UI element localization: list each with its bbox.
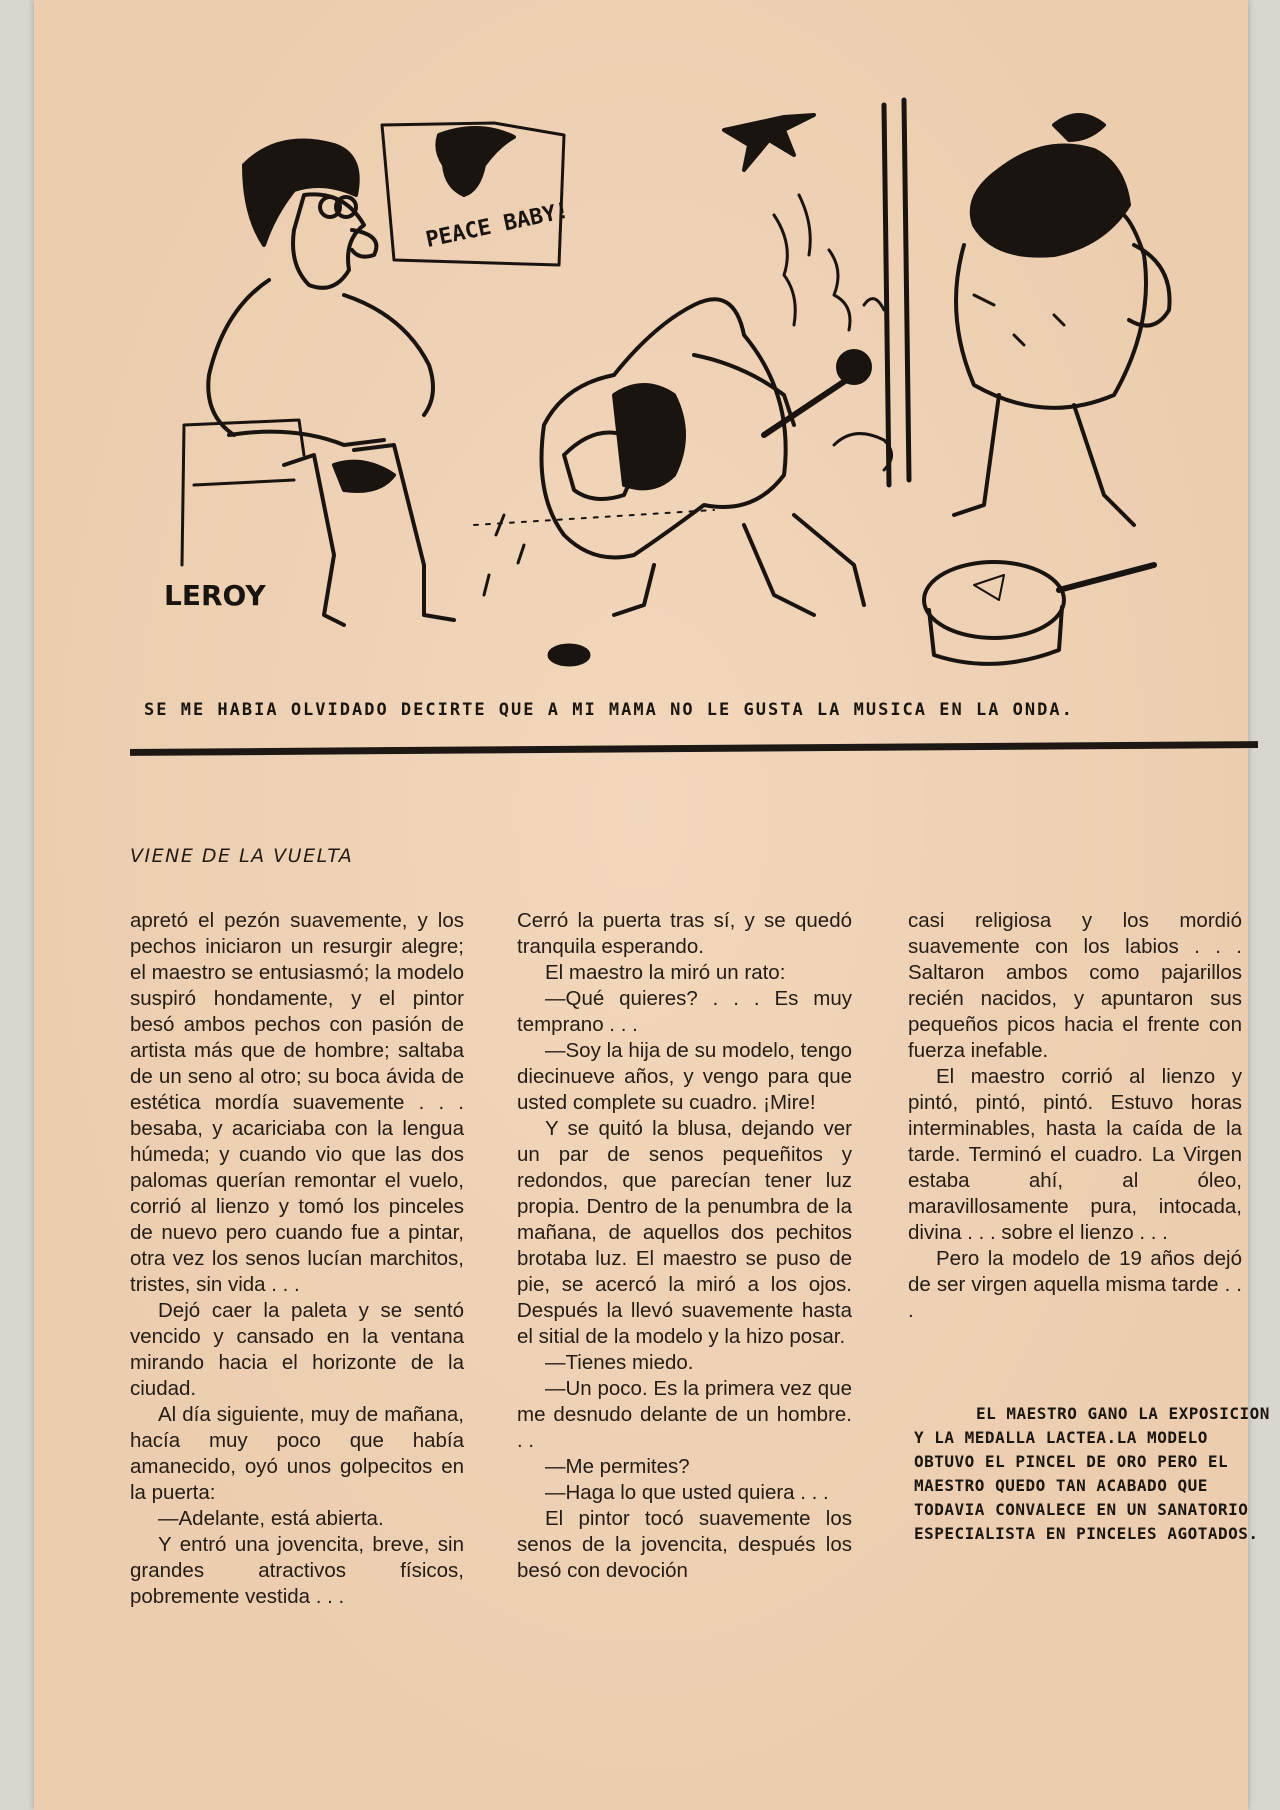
article-column-3	[908, 908, 1242, 1324]
cartoon-illustration	[94, 95, 1244, 675]
closing-note	[914, 1402, 1274, 1546]
paragraph: —Un poco. Es la primera vez que me desnudo delante de un hombre. . .	[517, 1377, 852, 1452]
paragraph: —Soy la hija de su modelo, tengo diecinueve años, y vengo para que usted complete su cuadro. ¡Mire!	[517, 1039, 852, 1114]
article-column-1	[130, 908, 464, 1610]
paragraph: Pero la modelo de 19 años dejó de ser virgen aquella misma tarde . . .	[908, 1247, 1242, 1322]
cartoon-caption: SE ME HABIA OLVIDADO DECIRTE QUE A MI MAMA NO LE GUSTA LA MUSICA EN LA ONDA.	[144, 700, 1074, 720]
paragraph: —Tienes miedo.	[545, 1351, 694, 1374]
seated-man	[182, 141, 454, 626]
banjo-icon	[924, 562, 1154, 664]
paragraph: casi religiosa y los mordió suavemente con los labios . . . Saltaron ambos como pajarillos recién nacidos, y apuntaron sus pequeños picos hacia el frente con fuerza inefable.	[908, 909, 1242, 1062]
cartoon-drawing	[94, 95, 1244, 675]
paragraph: El maestro corrió al lienzo y pintó, pintó, pintó. Estuvo horas interminables, hasta la caída de la tarde. Terminó el cuadro. La Virgen estaba ahí, al óleo, maravillosamente pura, intocada, divina . . . sobre el lienzo . . .	[908, 1065, 1242, 1244]
paragraph: —Haga lo que usted quiera . . .	[545, 1481, 829, 1504]
article-column-2	[517, 908, 852, 1584]
paragraph: —Qué quieres? . . . Es muy temprano . . .	[517, 987, 852, 1036]
paragraph: Y entró una jovencita, breve, sin grandes atractivos físicos, pobremente vestida . . .	[130, 1533, 464, 1608]
crouching-man	[542, 299, 871, 615]
paragraph: Y se quitó la blusa, dejando ver un par de senos pequeñitos y redondos, que parecían tener luz propia. Dentro de la penumbra de la mañana, de aquellos dos pechitos brotaba luz. El maestro se puso de pie, se acercó la miró a los ojos. Después la llevó suavemente hasta el sitial de la modelo y la hizo posar.	[517, 1117, 852, 1348]
section-divider	[130, 741, 1258, 756]
magazine-page	[34, 0, 1270, 1810]
continued-from-label: VIENE DE LA VUELTA	[130, 845, 354, 867]
paragraph: Al día siguiente, muy de mañana, hacía muy poco que había amanecido, oyó unos golpecitos en la puerta:	[130, 1403, 464, 1504]
peace-poster	[382, 123, 571, 265]
paragraph: El maestro la miró un rato:	[545, 961, 786, 984]
paragraph: —Adelante, está abierta.	[158, 1507, 384, 1530]
closing-note-text: EL MAESTRO GANO LA EXPOSICION Y LA MEDALLA LACTEA.LA MODELO OBTUVO EL PINCEL DE ORO PERO EL MAESTRO QUEDO TAN ACABADO QUE TODAVIA CONVALECE EN UN SANATORIO ESPECIALISTA EN PINCELES AGOTADOS.	[914, 1404, 1270, 1543]
artist-signature: LEROY	[164, 579, 266, 612]
paragraph: Cerró la puerta tras sí, y se quedó tranquila esperando.	[517, 909, 852, 958]
poster-text: PEACE BABY!	[423, 198, 572, 254]
paragraph: —Me permites?	[545, 1455, 690, 1478]
bat-icon	[724, 115, 814, 170]
paragraph: apretó el pezón suavemente, y los pechos iniciaron un resurgir alegre; el maestro se entusiasmó; la modelo suspiró hondamente, y el pintor besó ambos pechos con pasión de artista más que de hombre; saltaba de un seno al otro; su boca ávida de estética mordía suavemente . . . besaba, y acariciaba con la lengua húmeda; y cuando vio que las dos palomas querían remontar el vuelo, corrió al lienzo y tomó los pinceles de nuevo pero cuando fue a pintar, otra vez los senos lucían marchitos, tristes, sin vida . . .	[130, 909, 464, 1296]
paragraph: Dejó caer la paleta y se sentó vencido y cansado en la ventana mirando hacia el horizonte de la ciudad.	[130, 1299, 464, 1400]
angry-mother	[954, 115, 1170, 525]
paragraph: El pintor tocó suavemente los senos de la jovencita, después los besó con devoción	[517, 1507, 852, 1582]
door-frame	[884, 100, 909, 485]
